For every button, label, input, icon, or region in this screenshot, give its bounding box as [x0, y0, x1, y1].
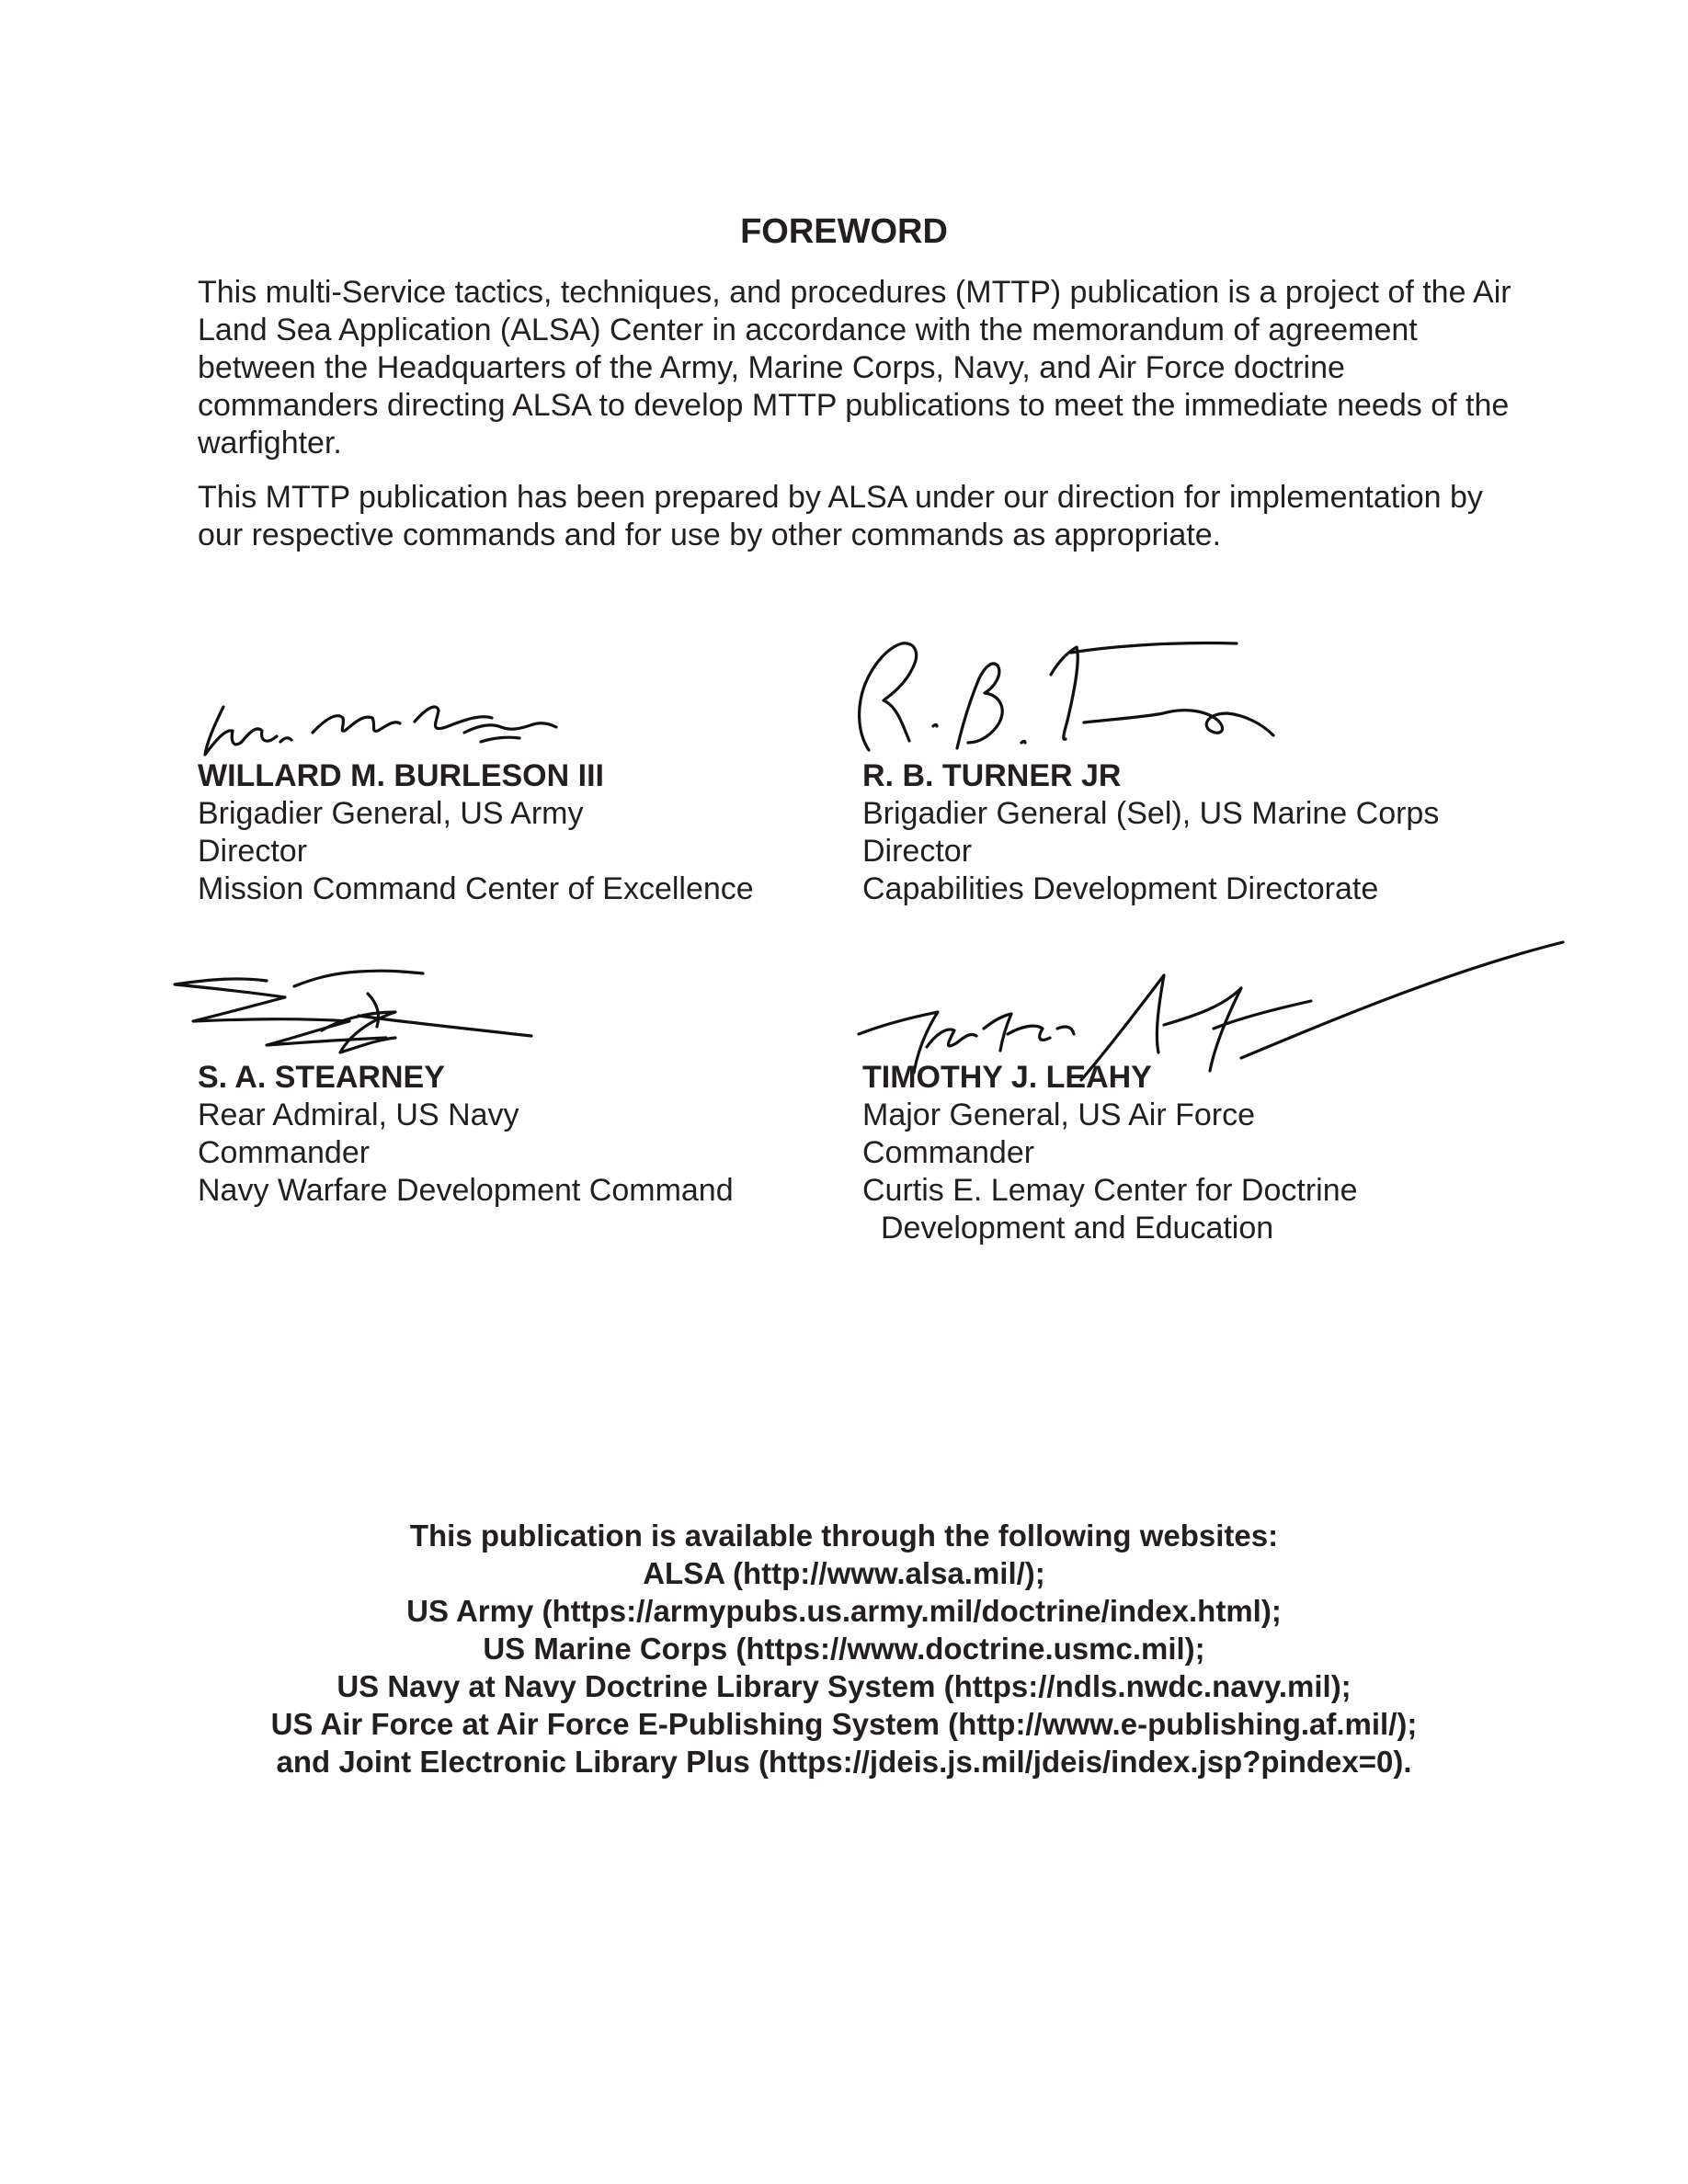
signatory-rank: Brigadier General, US Army: [198, 796, 584, 831]
signatory-organization: Curtis E. Lemay Center for Doctrine: [862, 1173, 1358, 1208]
foreword-paragraph: This multi-Service tactics, techniques, and procedures (MTTP) publication is a project of the Air Land Sea Application (ALSA) Center in accordance with the memorandum of agreement between the Headquarters of the Army, Marine Corps, Navy, and Air Force doctrine commanders directing ALSA to develop MTTP publications to meet the immediate needs of the warfighter.: [198, 275, 1511, 461]
signatory-organization: Navy Warfare Development Command: [198, 1173, 734, 1208]
signatory-name: WILLARD M. BURLESON III: [198, 758, 604, 793]
website-jel: and Joint Electronic Library Plus (https://jdeis.js.mil/jdeis/index.jsp?pindex=0).: [276, 1745, 1412, 1779]
signature-block-army: [198, 757, 896, 908]
signatory-name: R. B. TURNER JR: [862, 758, 1122, 793]
signatory-position: Director: [198, 834, 308, 869]
availability-notice: [0, 1517, 1688, 1780]
signature-block-navy: [198, 1059, 896, 1210]
website-army: US Army (https://armypubs.us.army.mil/doctrine/index.html);: [406, 1594, 1282, 1628]
signature-block-usmc: [862, 757, 1561, 908]
signature-burleson: [188, 685, 575, 768]
signature-block-usaf: [862, 1059, 1561, 1247]
website-usaf: US Air Force at Air Force E-Publishing System (http://www.e-publishing.af.mil/);: [270, 1707, 1418, 1741]
foreword-paragraph: This MTTP publication has been prepared by ALSA under our direction for implementation by our respective commands and for use by other commands as appropriate.: [198, 480, 1483, 552]
signatory-name: S. A. STEARNEY: [198, 1060, 445, 1095]
signatory-organization-continued: Development and Education: [881, 1211, 1274, 1246]
availability-heading: This publication is available through the following websites:: [409, 1519, 1279, 1553]
signatory-organization: Capabilities Development Directorate: [862, 871, 1379, 906]
signatory-rank: Rear Admiral, US Navy: [198, 1098, 519, 1132]
page-title: FOREWORD: [740, 212, 948, 251]
signatory-rank: Brigadier General (Sel), US Marine Corps: [862, 796, 1440, 831]
signatory-position: Commander: [862, 1135, 1035, 1170]
signatory-position: Director: [862, 834, 973, 869]
website-navy: US Navy at Navy Doctrine Library System (https://ndls.nwdc.navy.mil);: [336, 1669, 1352, 1703]
website-alsa: ALSA (http://www.alsa.mil/);: [643, 1556, 1045, 1590]
signatory-organization: Mission Command Center of Excellence: [198, 871, 754, 906]
signature-turner: [841, 634, 1329, 772]
signatory-position: Commander: [198, 1135, 371, 1170]
website-usmc: US Marine Corps (https://www.doctrine.usmc.mil);: [483, 1632, 1205, 1666]
signatory-name: TIMOTHY J. LEAHY: [862, 1060, 1152, 1095]
signatory-rank: Major General, US Air Force: [862, 1098, 1256, 1132]
